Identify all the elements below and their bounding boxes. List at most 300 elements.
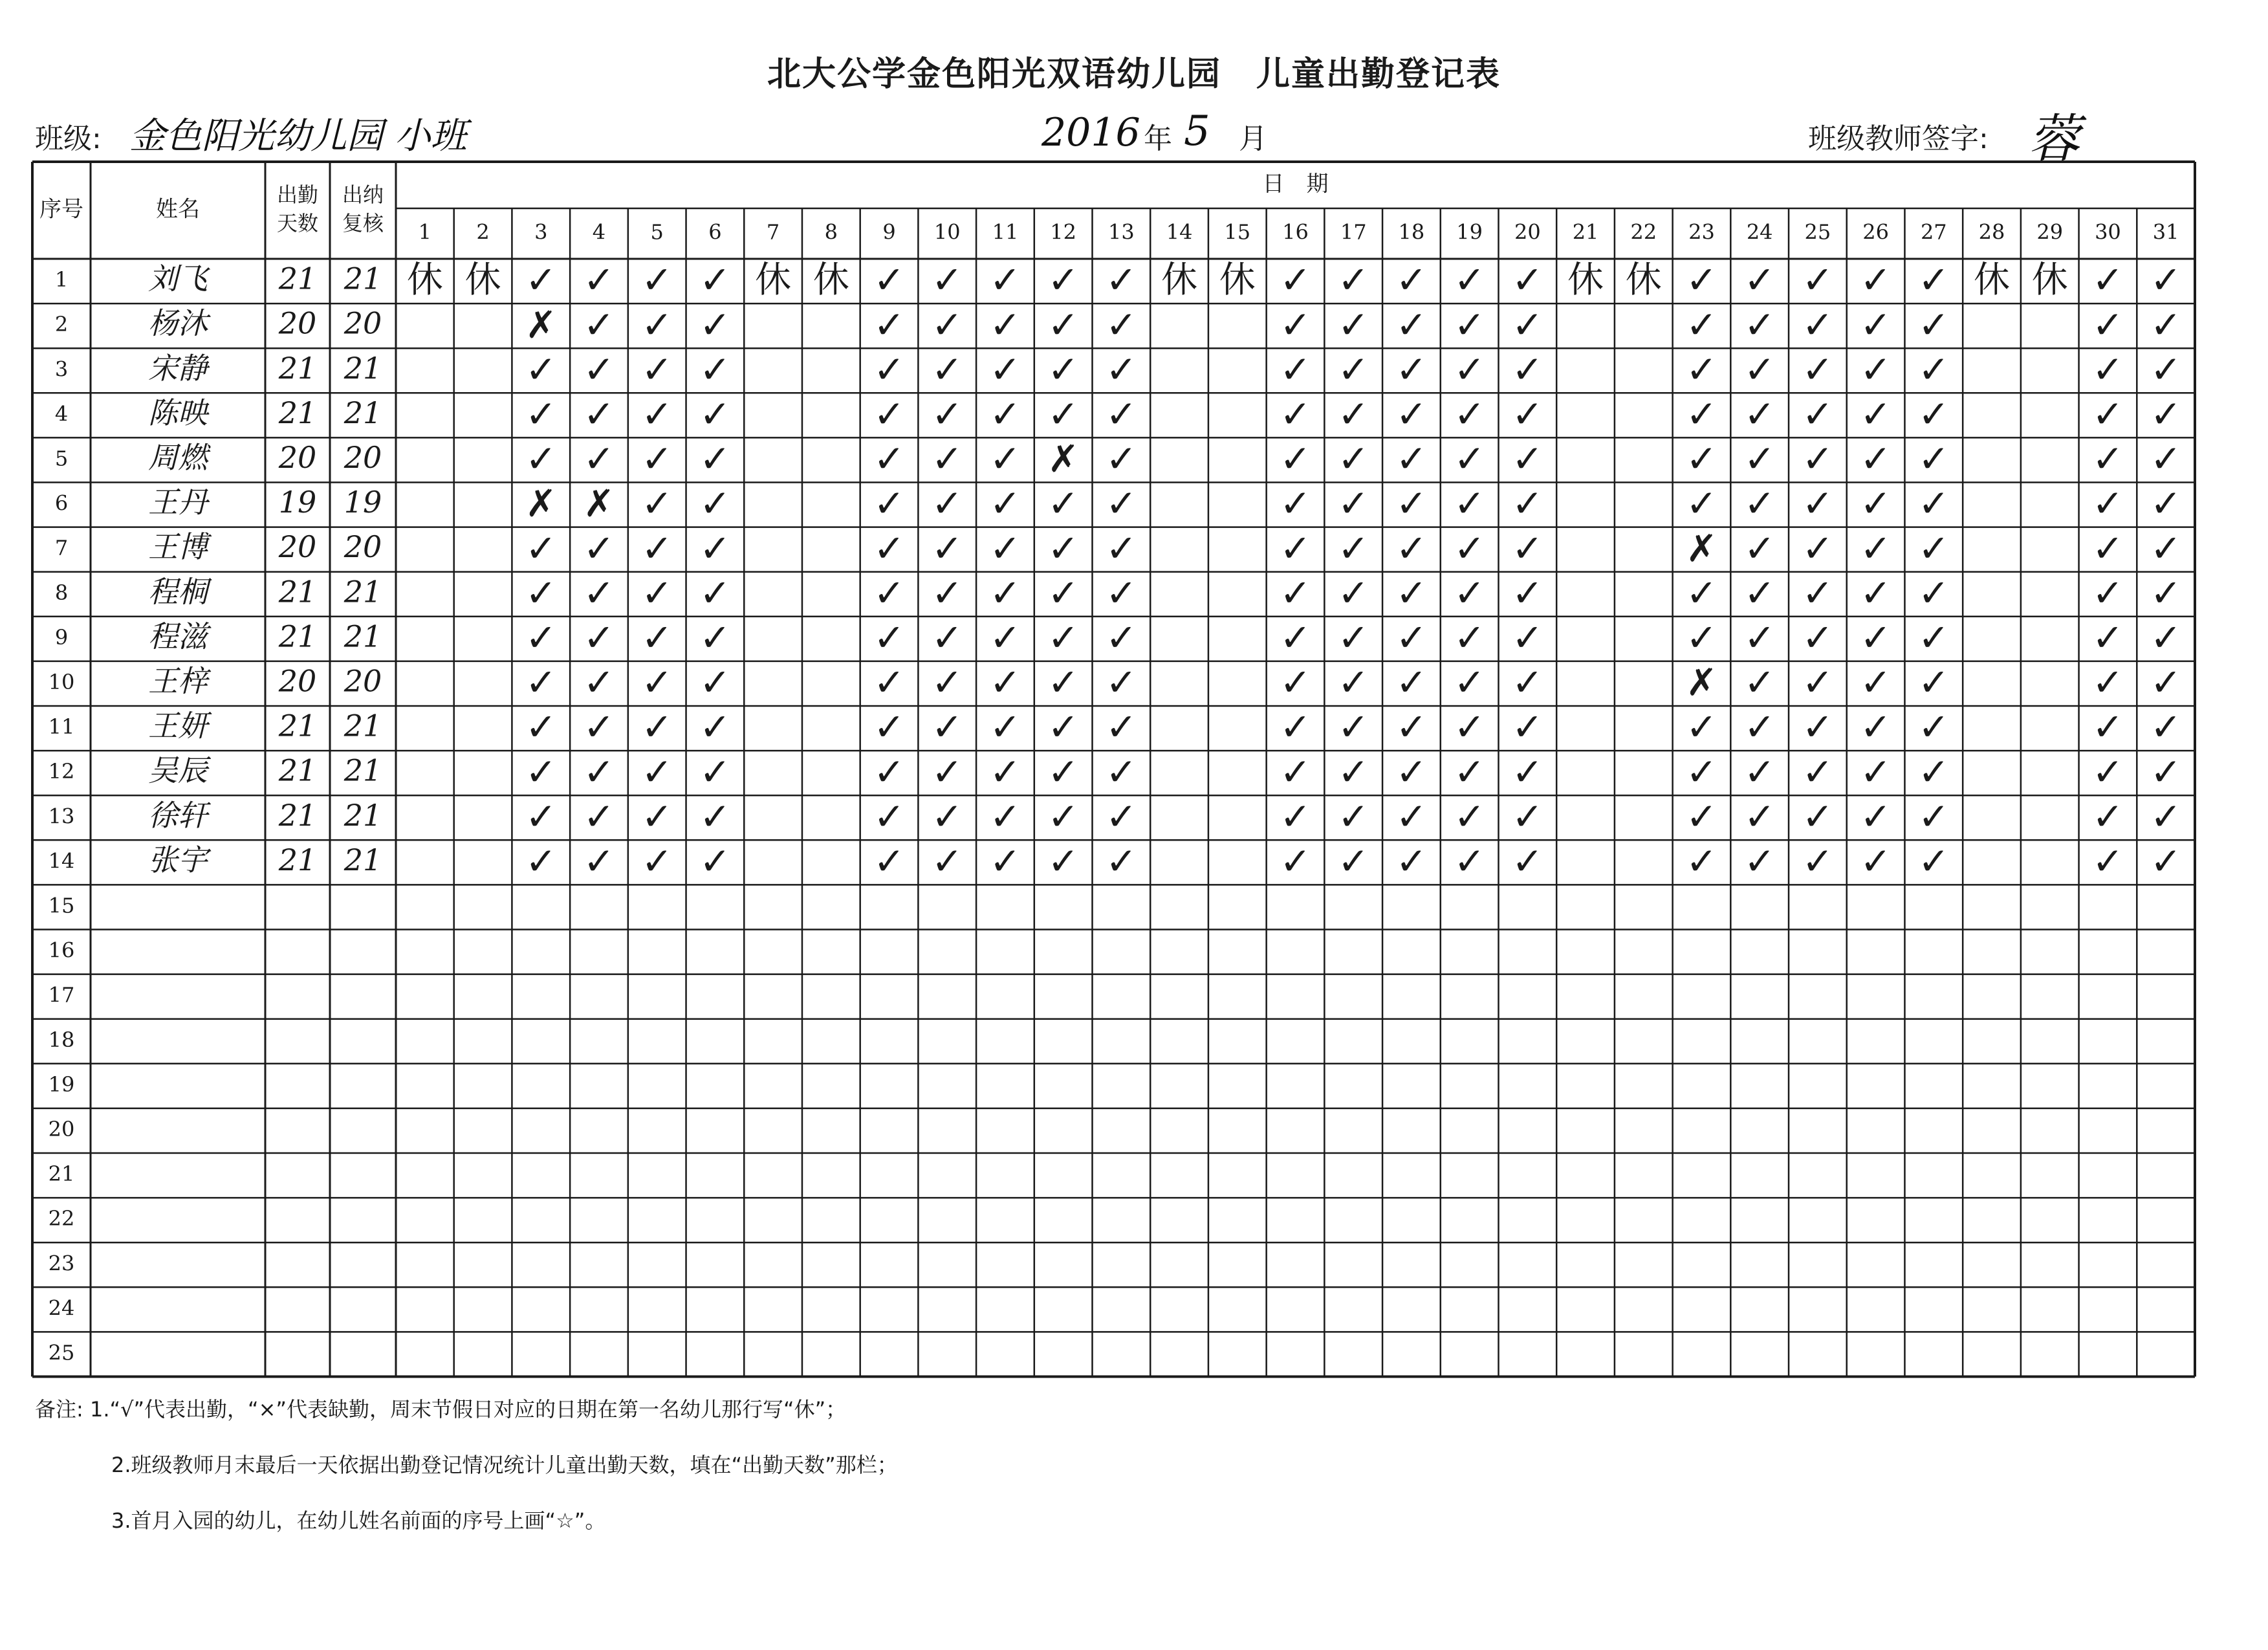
check-mark-icon: ✓ <box>989 705 1021 749</box>
header-review: 复核 <box>342 211 384 236</box>
day-number: 5 <box>650 219 664 245</box>
check-mark-icon: ✓ <box>2150 749 2182 794</box>
check-mark-icon: ✓ <box>873 347 905 391</box>
check-mark-icon: ✓ <box>699 481 731 526</box>
check-mark-icon: ✓ <box>1686 481 1717 526</box>
day-number: 8 <box>824 219 838 245</box>
check-mark-icon: ✓ <box>989 615 1021 660</box>
check-mark-icon: ✓ <box>1454 302 1485 347</box>
check-mark-icon: ✓ <box>2150 660 2182 705</box>
check-mark-icon: ✓ <box>1918 526 1950 571</box>
row-seq: 13 <box>48 804 75 829</box>
check-mark-icon: ✓ <box>2150 526 2182 571</box>
check-mark-icon: ✓ <box>1454 571 1485 615</box>
day-number: 28 <box>1978 219 2005 245</box>
check-mark-icon: ✓ <box>1454 258 1485 302</box>
check-mark-icon: ✓ <box>1395 794 1428 839</box>
check-mark-icon: ✓ <box>1512 526 1543 571</box>
check-mark-icon: ✓ <box>1395 347 1428 391</box>
check-mark-icon: ✓ <box>641 615 673 660</box>
check-mark-icon: ✓ <box>1743 615 1776 660</box>
check-mark-icon: ✓ <box>699 437 731 481</box>
check-mark-icon: ✓ <box>1743 437 1776 481</box>
check-mark-icon: ✓ <box>2092 794 2124 839</box>
cross-mark-icon: ✗ <box>525 302 557 347</box>
check-mark-icon: ✓ <box>1047 749 1079 794</box>
check-mark-icon: ✓ <box>1395 571 1428 615</box>
check-mark-icon: ✓ <box>1802 794 1834 839</box>
check-mark-icon: ✓ <box>525 615 557 660</box>
student-name: 宋静 <box>148 350 208 386</box>
check-mark-icon: ✓ <box>873 526 905 571</box>
rest-day-mark: 休 <box>812 259 849 302</box>
check-mark-icon: ✓ <box>1337 660 1369 705</box>
check-mark-icon: ✓ <box>989 391 1021 436</box>
check-mark-icon: ✓ <box>641 660 673 705</box>
check-mark-icon: ✓ <box>1686 571 1717 615</box>
check-mark-icon: ✓ <box>1802 437 1834 481</box>
check-mark-icon: ✓ <box>2150 794 2182 839</box>
check-mark-icon: ✓ <box>1454 437 1485 481</box>
day-number: 13 <box>1108 219 1135 245</box>
check-mark-icon: ✓ <box>1106 571 1137 615</box>
student-review-days: 21 <box>343 350 382 386</box>
check-mark-icon: ✓ <box>2092 437 2124 481</box>
check-mark-icon: ✓ <box>641 258 673 302</box>
day-number: 1 <box>418 219 432 245</box>
note-3: 3.首月入园的幼儿，在幼儿姓名前面的序号上画“☆”。 <box>111 1508 606 1533</box>
check-mark-icon: ✓ <box>873 794 905 839</box>
row-seq: 8 <box>54 580 69 605</box>
student-attend-days: 21 <box>278 708 317 743</box>
check-mark-icon: ✓ <box>2150 481 2182 526</box>
day-number: 4 <box>592 219 606 245</box>
rest-day-mark: 休 <box>1567 259 1604 302</box>
check-mark-icon: ✓ <box>1454 660 1485 705</box>
check-mark-icon: ✓ <box>1743 347 1776 391</box>
check-mark-icon: ✓ <box>1280 571 1311 615</box>
check-mark-icon: ✓ <box>931 794 963 839</box>
check-mark-icon: ✓ <box>1395 391 1428 436</box>
check-mark-icon: ✓ <box>525 258 557 302</box>
header-date: 日 期 <box>1262 171 1329 197</box>
check-mark-icon: ✓ <box>1512 794 1543 839</box>
rest-day-mark: 休 <box>1974 259 2011 302</box>
check-mark-icon: ✓ <box>1395 839 1428 883</box>
student-attend-days: 19 <box>278 485 317 520</box>
row-seq: 17 <box>48 982 75 1007</box>
check-mark-icon: ✓ <box>583 347 615 391</box>
check-mark-icon: ✓ <box>1860 437 1892 481</box>
check-mark-icon: ✓ <box>1512 749 1543 794</box>
check-mark-icon: ✓ <box>1512 258 1543 302</box>
day-number: 21 <box>1572 219 1599 245</box>
student-name: 杨沐 <box>148 305 208 341</box>
check-mark-icon: ✓ <box>931 839 963 883</box>
check-mark-icon: ✓ <box>1395 615 1428 660</box>
check-mark-icon: ✓ <box>699 705 731 749</box>
check-mark-icon: ✓ <box>1802 571 1834 615</box>
check-mark-icon: ✓ <box>1860 258 1892 302</box>
check-mark-icon: ✓ <box>1280 705 1311 749</box>
check-mark-icon: ✓ <box>989 839 1021 883</box>
check-mark-icon: ✓ <box>2150 391 2182 436</box>
row-seq: 21 <box>48 1161 75 1187</box>
year-suffix: 年 <box>1144 122 1172 155</box>
student-review-days: 21 <box>343 708 382 743</box>
check-mark-icon: ✓ <box>525 347 557 391</box>
student-attend-days: 21 <box>278 574 317 610</box>
check-mark-icon: ✓ <box>1337 258 1369 302</box>
check-mark-icon: ✓ <box>1047 526 1079 571</box>
student-attend-days: 21 <box>278 842 317 877</box>
day-number: 19 <box>1456 219 1483 245</box>
check-mark-icon: ✓ <box>525 571 557 615</box>
check-mark-icon: ✓ <box>1860 526 1892 571</box>
row-seq: 15 <box>48 893 75 918</box>
check-mark-icon: ✓ <box>1686 615 1717 660</box>
rest-day-mark: 休 <box>755 259 792 302</box>
check-mark-icon: ✓ <box>1686 347 1717 391</box>
check-mark-icon: ✓ <box>2092 391 2124 436</box>
check-mark-icon: ✓ <box>1106 794 1137 839</box>
check-mark-icon: ✓ <box>1047 258 1079 302</box>
check-mark-icon: ✓ <box>1106 749 1137 794</box>
row-seq: 22 <box>48 1206 75 1231</box>
sheet-title: 北大公学金色阳光双语幼儿园 儿童出勤登记表 <box>767 55 1501 94</box>
day-number: 10 <box>933 219 961 245</box>
check-mark-icon: ✓ <box>989 347 1021 391</box>
check-mark-icon: ✓ <box>641 571 673 615</box>
check-mark-icon: ✓ <box>1686 302 1717 347</box>
check-mark-icon: ✓ <box>1686 705 1717 749</box>
check-mark-icon: ✓ <box>989 526 1021 571</box>
check-mark-icon: ✓ <box>1106 481 1137 526</box>
check-mark-icon: ✓ <box>1106 347 1137 391</box>
check-mark-icon: ✓ <box>1743 302 1776 347</box>
check-mark-icon: ✓ <box>931 258 963 302</box>
check-mark-icon: ✓ <box>1280 526 1311 571</box>
day-number: 30 <box>2095 219 2121 245</box>
check-mark-icon: ✓ <box>583 660 615 705</box>
check-mark-icon: ✓ <box>989 258 1021 302</box>
check-mark-icon: ✓ <box>1106 660 1137 705</box>
check-mark-icon: ✓ <box>1454 481 1485 526</box>
student-review-days: 20 <box>343 439 382 475</box>
check-mark-icon: ✓ <box>1337 437 1369 481</box>
check-mark-icon: ✓ <box>1047 347 1079 391</box>
check-mark-icon: ✓ <box>2150 615 2182 660</box>
check-mark-icon: ✓ <box>1918 437 1950 481</box>
day-number: 2 <box>476 219 490 245</box>
check-mark-icon: ✓ <box>2092 526 2124 571</box>
row-seq: 24 <box>48 1295 75 1321</box>
check-mark-icon: ✓ <box>641 481 673 526</box>
check-mark-icon: ✓ <box>525 437 557 481</box>
check-mark-icon: ✓ <box>989 660 1021 705</box>
check-mark-icon: ✓ <box>1512 437 1543 481</box>
check-mark-icon: ✓ <box>1280 437 1311 481</box>
check-mark-icon: ✓ <box>1802 615 1834 660</box>
cross-mark-icon: ✗ <box>525 481 557 526</box>
check-mark-icon: ✓ <box>525 526 557 571</box>
student-name: 吴辰 <box>148 753 208 788</box>
check-mark-icon: ✓ <box>989 571 1021 615</box>
check-mark-icon: ✓ <box>1802 347 1834 391</box>
row-seq: 23 <box>48 1251 75 1276</box>
check-mark-icon: ✓ <box>699 526 731 571</box>
day-number: 17 <box>1340 219 1367 245</box>
check-mark-icon: ✓ <box>1454 615 1485 660</box>
student-review-days: 21 <box>343 261 382 296</box>
row-seq: 25 <box>48 1340 75 1365</box>
check-mark-icon: ✓ <box>525 839 557 883</box>
check-mark-icon: ✓ <box>1686 391 1717 436</box>
check-mark-icon: ✓ <box>1337 571 1369 615</box>
month-value: 5 <box>1184 107 1210 155</box>
check-mark-icon: ✓ <box>1918 705 1950 749</box>
check-mark-icon: ✓ <box>1918 481 1950 526</box>
check-mark-icon: ✓ <box>1395 705 1428 749</box>
check-mark-icon: ✓ <box>1106 526 1137 571</box>
check-mark-icon: ✓ <box>1395 258 1428 302</box>
check-mark-icon: ✓ <box>1280 615 1311 660</box>
check-mark-icon: ✓ <box>931 571 963 615</box>
check-mark-icon: ✓ <box>1860 749 1892 794</box>
rest-day-mark: 休 <box>1219 259 1256 302</box>
check-mark-icon: ✓ <box>1454 705 1485 749</box>
check-mark-icon: ✓ <box>1802 749 1834 794</box>
check-mark-icon: ✓ <box>2150 839 2182 883</box>
student-name: 王妍 <box>148 708 208 743</box>
check-mark-icon: ✓ <box>1047 839 1079 883</box>
row-seq: 7 <box>54 535 69 560</box>
student-name: 刘飞 <box>148 261 208 296</box>
check-mark-icon: ✓ <box>1280 258 1311 302</box>
check-mark-icon: ✓ <box>1802 839 1834 883</box>
check-mark-icon: ✓ <box>699 302 731 347</box>
check-mark-icon: ✓ <box>641 302 673 347</box>
rest-day-mark: 休 <box>464 259 501 302</box>
check-mark-icon: ✓ <box>525 794 557 839</box>
check-mark-icon: ✓ <box>1106 258 1137 302</box>
check-mark-icon: ✓ <box>873 839 905 883</box>
check-mark-icon: ✓ <box>1280 481 1311 526</box>
check-mark-icon: ✓ <box>583 526 615 571</box>
day-number: 22 <box>1630 219 1657 245</box>
check-mark-icon: ✓ <box>1337 481 1369 526</box>
check-mark-icon: ✓ <box>699 749 731 794</box>
check-mark-icon: ✓ <box>1395 660 1428 705</box>
check-mark-icon: ✓ <box>2092 571 2124 615</box>
check-mark-icon: ✓ <box>1743 526 1776 571</box>
check-mark-icon: ✓ <box>641 347 673 391</box>
check-mark-icon: ✓ <box>873 391 905 436</box>
check-mark-icon: ✓ <box>2092 258 2124 302</box>
check-mark-icon: ✓ <box>1918 794 1950 839</box>
row-seq: 6 <box>54 490 69 516</box>
check-mark-icon: ✓ <box>2092 615 2124 660</box>
check-mark-icon: ✓ <box>1802 481 1834 526</box>
check-mark-icon: ✓ <box>1918 391 1950 436</box>
check-mark-icon: ✓ <box>1512 660 1543 705</box>
check-mark-icon: ✓ <box>1686 794 1717 839</box>
check-mark-icon: ✓ <box>1337 526 1369 571</box>
check-mark-icon: ✓ <box>1860 660 1892 705</box>
check-mark-icon: ✓ <box>583 391 615 436</box>
check-mark-icon: ✓ <box>1743 749 1776 794</box>
student-name: 王丹 <box>148 485 208 520</box>
check-mark-icon: ✓ <box>1918 347 1950 391</box>
student-review-days: 21 <box>343 797 382 833</box>
student-review-days: 19 <box>343 485 382 520</box>
rest-day-mark: 休 <box>2031 259 2068 302</box>
check-mark-icon: ✓ <box>641 391 673 436</box>
day-number: 15 <box>1224 219 1251 245</box>
student-attend-days: 20 <box>278 663 317 699</box>
row-seq: 2 <box>54 312 69 337</box>
check-mark-icon: ✓ <box>641 839 673 883</box>
check-mark-icon: ✓ <box>1512 705 1543 749</box>
check-mark-icon: ✓ <box>2150 437 2182 481</box>
check-mark-icon: ✓ <box>641 749 673 794</box>
check-mark-icon: ✓ <box>989 437 1021 481</box>
row-seq: 19 <box>48 1072 75 1097</box>
check-mark-icon: ✓ <box>699 794 731 839</box>
check-mark-icon: ✓ <box>583 302 615 347</box>
check-mark-icon: ✓ <box>699 615 731 660</box>
check-mark-icon: ✓ <box>931 302 963 347</box>
cross-mark-icon: ✗ <box>1047 437 1079 481</box>
check-mark-icon: ✓ <box>641 526 673 571</box>
check-mark-icon: ✓ <box>1280 794 1311 839</box>
student-name: 王梓 <box>148 663 208 699</box>
check-mark-icon: ✓ <box>641 437 673 481</box>
check-mark-icon: ✓ <box>1743 705 1776 749</box>
check-mark-icon: ✓ <box>1337 705 1369 749</box>
check-mark-icon: ✓ <box>873 571 905 615</box>
student-attend-days: 21 <box>278 797 317 833</box>
check-mark-icon: ✓ <box>931 615 963 660</box>
check-mark-icon: ✓ <box>583 437 615 481</box>
check-mark-icon: ✓ <box>1106 705 1137 749</box>
check-mark-icon: ✓ <box>2092 749 2124 794</box>
check-mark-icon: ✓ <box>1918 258 1950 302</box>
student-review-days: 20 <box>343 663 382 699</box>
check-mark-icon: ✓ <box>931 705 963 749</box>
check-mark-icon: ✓ <box>641 794 673 839</box>
day-number: 23 <box>1688 219 1715 245</box>
check-mark-icon: ✓ <box>1280 347 1311 391</box>
check-mark-icon: ✓ <box>1686 258 1717 302</box>
check-mark-icon: ✓ <box>1686 839 1717 883</box>
check-mark-icon: ✓ <box>1743 571 1776 615</box>
check-mark-icon: ✓ <box>873 705 905 749</box>
row-seq: 1 <box>54 267 69 292</box>
check-mark-icon: ✓ <box>1802 526 1834 571</box>
check-mark-icon: ✓ <box>1047 571 1079 615</box>
check-mark-icon: ✓ <box>1337 794 1369 839</box>
day-number: 12 <box>1050 219 1077 245</box>
check-mark-icon: ✓ <box>1802 258 1834 302</box>
header-seq: 序号 <box>39 196 83 223</box>
student-review-days: 20 <box>343 529 382 565</box>
check-mark-icon: ✓ <box>1280 839 1311 883</box>
check-mark-icon: ✓ <box>2092 302 2124 347</box>
teacher-signature-label: 班级教师签字: <box>1808 122 1989 155</box>
check-mark-icon: ✓ <box>931 347 963 391</box>
row-seq: 14 <box>48 848 75 874</box>
check-mark-icon: ✓ <box>873 258 905 302</box>
student-name: 张宇 <box>148 842 208 877</box>
check-mark-icon: ✓ <box>583 794 615 839</box>
check-mark-icon: ✓ <box>525 391 557 436</box>
row-seq: 3 <box>54 357 69 382</box>
day-number: 16 <box>1282 219 1309 245</box>
check-mark-icon: ✓ <box>525 660 557 705</box>
rest-day-mark: 休 <box>1625 259 1662 302</box>
day-number: 11 <box>992 219 1019 245</box>
check-mark-icon: ✓ <box>931 749 963 794</box>
row-seq: 11 <box>48 714 75 740</box>
check-mark-icon: ✓ <box>1918 749 1950 794</box>
check-mark-icon: ✓ <box>1860 391 1892 436</box>
day-number: 26 <box>1862 219 1889 245</box>
check-mark-icon: ✓ <box>1802 660 1834 705</box>
check-mark-icon: ✓ <box>1860 705 1892 749</box>
check-mark-icon: ✓ <box>1047 794 1079 839</box>
header-attend-days: 出勤 <box>276 182 319 207</box>
check-mark-icon: ✓ <box>931 660 963 705</box>
check-mark-icon: ✓ <box>1280 391 1311 436</box>
check-mark-icon: ✓ <box>1454 347 1485 391</box>
row-seq: 5 <box>54 446 69 471</box>
check-mark-icon: ✓ <box>699 571 731 615</box>
check-mark-icon: ✓ <box>583 705 615 749</box>
check-mark-icon: ✓ <box>1860 481 1892 526</box>
check-mark-icon: ✓ <box>873 437 905 481</box>
check-mark-icon: ✓ <box>1395 481 1428 526</box>
check-mark-icon: ✓ <box>1280 660 1311 705</box>
student-name: 徐轩 <box>148 797 208 833</box>
day-number: 20 <box>1514 219 1541 245</box>
class-value: 金色阳光幼儿园 小班 <box>129 115 467 157</box>
check-mark-icon: ✓ <box>1047 481 1079 526</box>
check-mark-icon: ✓ <box>699 347 731 391</box>
check-mark-icon: ✓ <box>2092 481 2124 526</box>
row-seq: 18 <box>48 1027 75 1052</box>
notes-section <box>35 1381 898 1548</box>
check-mark-icon: ✓ <box>583 749 615 794</box>
class-label: 班级: <box>35 122 102 155</box>
header-review: 出纳 <box>342 182 384 207</box>
check-mark-icon: ✓ <box>1337 615 1369 660</box>
check-mark-icon: ✓ <box>1860 302 1892 347</box>
check-mark-icon: ✓ <box>1047 302 1079 347</box>
check-mark-icon: ✓ <box>1802 705 1834 749</box>
check-mark-icon: ✓ <box>699 839 731 883</box>
check-mark-icon: ✓ <box>1395 437 1428 481</box>
student-review-days: 20 <box>343 305 382 341</box>
row-seq: 16 <box>48 938 75 963</box>
check-mark-icon: ✓ <box>1743 794 1776 839</box>
header-name: 姓名 <box>156 196 200 223</box>
check-mark-icon: ✓ <box>989 749 1021 794</box>
check-mark-icon: ✓ <box>699 660 731 705</box>
check-mark-icon: ✓ <box>989 794 1021 839</box>
check-mark-icon: ✓ <box>1743 258 1776 302</box>
check-mark-icon: ✓ <box>1512 571 1543 615</box>
